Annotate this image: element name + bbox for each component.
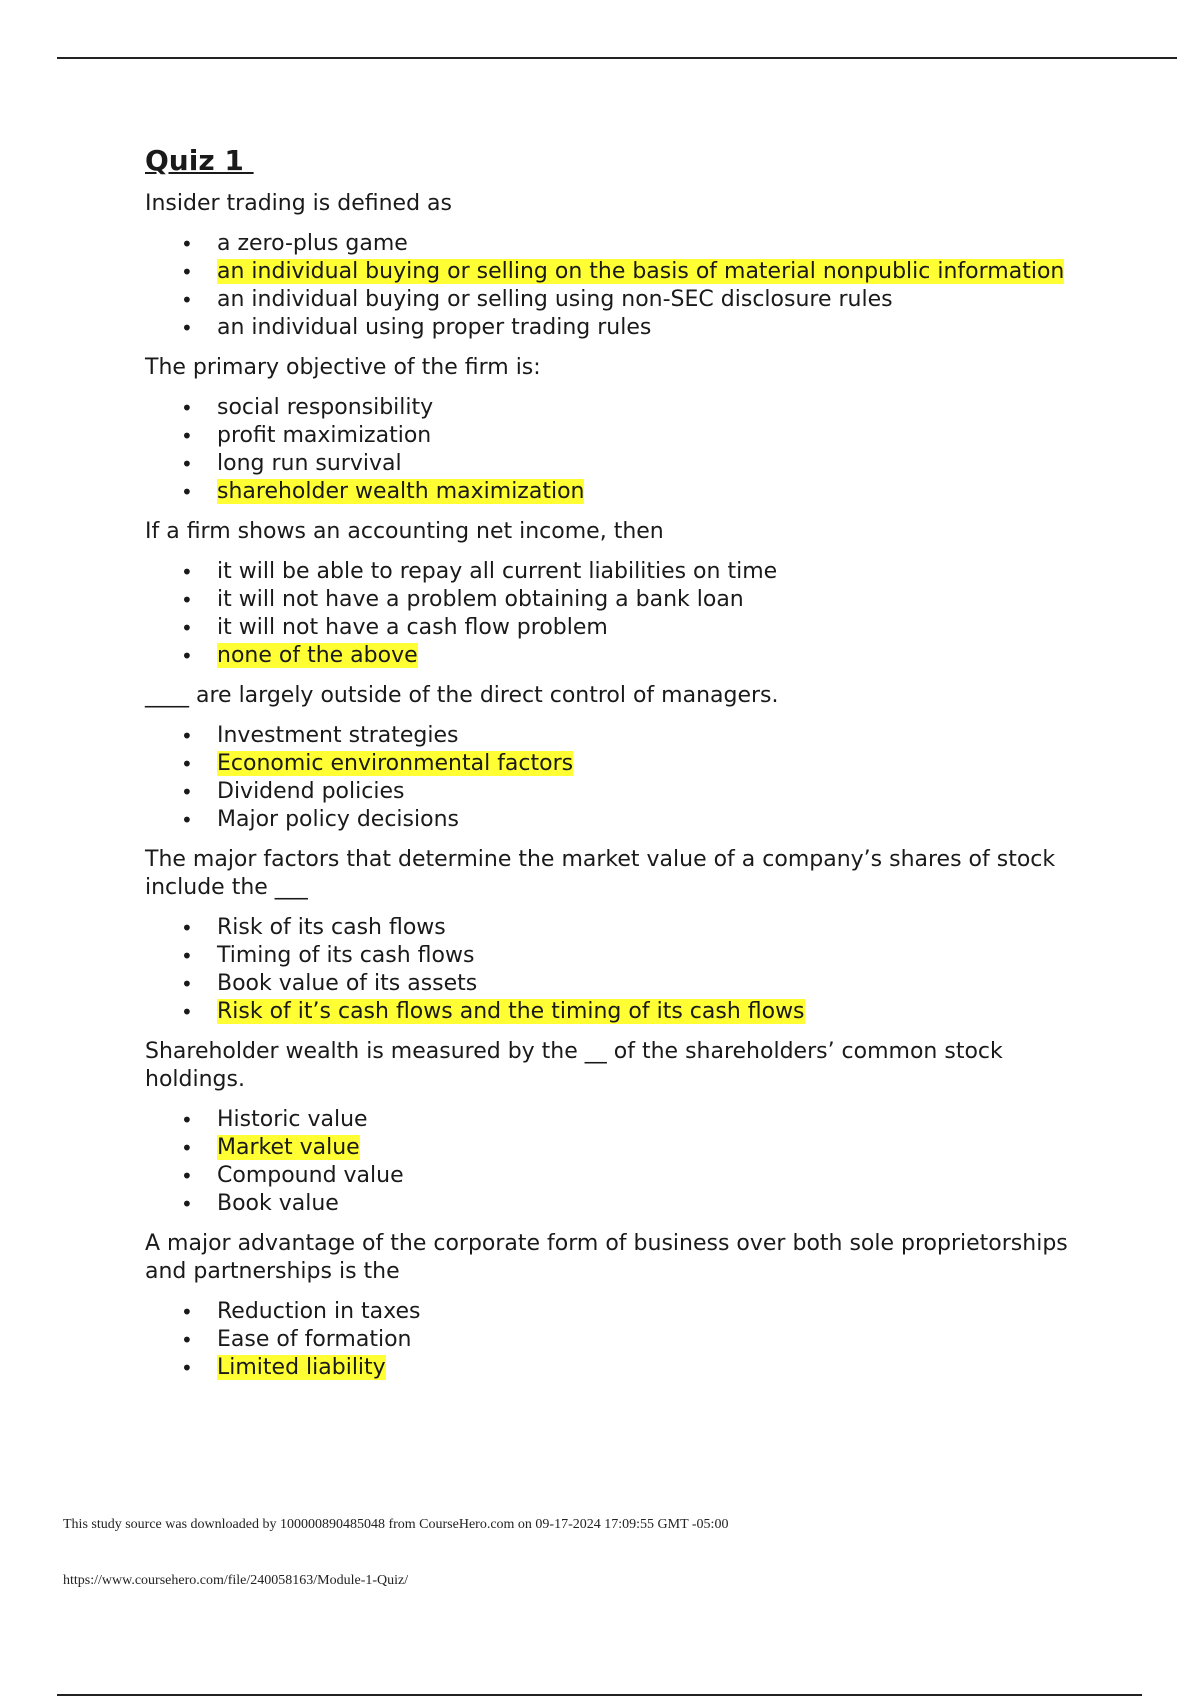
answer-option [145,586,1105,614]
bullet-icon: • [181,1300,193,1324]
question-list [145,190,1105,1382]
answer-option-correct [145,642,1105,670]
bullet-icon: • [181,1108,193,1132]
answer-text: Major policy decisions [217,807,459,832]
highlighted-answer-text: an individual buying or selling on the basis of material nonpublic information [217,259,1065,284]
answer-option [145,286,1105,314]
highlighted-answer-text: shareholder wealth maximization [217,479,585,504]
bullet-icon: • [181,972,193,996]
bullet-icon: • [181,396,193,420]
bullet-icon: • [181,560,193,584]
answer-option [145,1106,1105,1134]
question-prompt: Shareholder wealth is measured by the __ of the shareholders’ common stock holdings. [145,1039,1003,1092]
answer-option [145,614,1105,642]
highlighted-answer-text: Risk of it’s cash flows and the timing of its cash flows [217,999,805,1024]
answer-options [145,230,1105,342]
answer-text: Reduction in taxes [217,1299,421,1324]
question-prompt: If a firm shows an accounting net income, then [145,519,664,544]
bullet-icon: • [181,644,193,668]
source-url: https://www.coursehero.com/file/240058163/Module-1-Quiz/ [63,1573,409,1588]
quiz-content [145,140,1105,1394]
answer-option [145,314,1105,342]
answer-text: a zero-plus game [217,231,408,256]
answer-option [145,1162,1105,1190]
answer-options [145,558,1105,670]
answer-option [145,558,1105,586]
answer-option [145,422,1105,450]
answer-option [145,778,1105,806]
answer-options [145,1298,1105,1382]
answer-options [145,914,1105,1026]
answer-text: Investment strategies [217,723,459,748]
answer-text: it will not have a problem obtaining a bank loan [217,587,744,612]
answer-option-correct [145,258,1105,286]
answer-option [145,806,1105,834]
answer-text: social responsibility [217,395,434,420]
highlighted-answer-text: Limited liability [217,1355,386,1380]
answer-option [145,914,1105,942]
bullet-icon: • [181,424,193,448]
bullet-icon: • [181,808,193,832]
bullet-icon: • [181,316,193,340]
answer-text: an individual using proper trading rules [217,315,652,340]
bullet-icon: • [181,1164,193,1188]
bullet-icon: • [181,1136,193,1160]
highlighted-answer-text: none of the above [217,643,418,668]
bullet-icon: • [181,616,193,640]
bullet-icon: • [181,480,193,504]
answer-option [145,230,1105,258]
answer-option [145,394,1105,422]
answer-option [145,1190,1105,1218]
answer-text: Risk of its cash flows [217,915,446,940]
answer-text: Historic value [217,1107,368,1132]
bullet-icon: • [181,1000,193,1024]
answer-options [145,394,1105,506]
answer-option [145,450,1105,478]
answer-text: Ease of formation [217,1327,412,1352]
answer-text: it will not have a cash flow problem [217,615,608,640]
answer-option [145,1326,1105,1354]
bullet-icon: • [181,452,193,476]
answer-text: Compound value [217,1163,404,1188]
answer-options [145,722,1105,834]
answer-option-correct [145,1134,1105,1162]
bullet-icon: • [181,288,193,312]
question-prompt: A major advantage of the corporate form of business over both sole proprietorships and partnerships is the [145,1231,1068,1284]
answer-option-correct [145,750,1105,778]
answer-option-correct [145,478,1105,506]
answer-text: long run survival [217,451,402,476]
bullet-icon: • [181,944,193,968]
question-prompt: ____ are largely outside of the direct control of managers. [145,683,779,708]
bullet-icon: • [181,752,193,776]
bottom-rule [57,1694,1142,1696]
answer-option [145,722,1105,750]
answer-text: Dividend policies [217,779,405,804]
bullet-icon: • [181,916,193,940]
bullet-icon: • [181,1356,193,1380]
download-source-note: This study source was downloaded by 100000890485048 from CourseHero.com on 09-17-2024 17:09:55 GMT -05:00 [63,1517,729,1532]
answer-options [145,1106,1105,1218]
bullet-icon: • [181,724,193,748]
question-prompt: The primary objective of the firm is: [145,355,541,380]
answer-text: profit maximization [217,423,432,448]
bullet-icon: • [181,1328,193,1352]
bullet-icon: • [181,780,193,804]
answer-option [145,1298,1105,1326]
answer-text: an individual buying or selling using non-SEC disclosure rules [217,287,893,312]
answer-option-correct [145,1354,1105,1382]
answer-text: Book value [217,1191,339,1216]
answer-text: it will be able to repay all current liabilities on time [217,559,778,584]
highlighted-answer-text: Market value [217,1135,360,1160]
answer-text: Book value of its assets [217,971,478,996]
bullet-icon: • [181,260,193,284]
bullet-icon: • [181,588,193,612]
bullet-icon: • [181,232,193,256]
top-rule [57,57,1177,59]
question-prompt: The major factors that determine the market value of a company’s shares of stock include the ___ [145,847,1056,900]
bullet-icon: • [181,1192,193,1216]
question-prompt: Insider trading is defined as [145,191,452,216]
page-title: Quiz 1 [145,144,254,177]
answer-text: Timing of its cash flows [217,943,475,968]
answer-option-correct [145,998,1105,1026]
answer-option [145,970,1105,998]
highlighted-answer-text: Economic environmental factors [217,751,574,776]
answer-option [145,942,1105,970]
